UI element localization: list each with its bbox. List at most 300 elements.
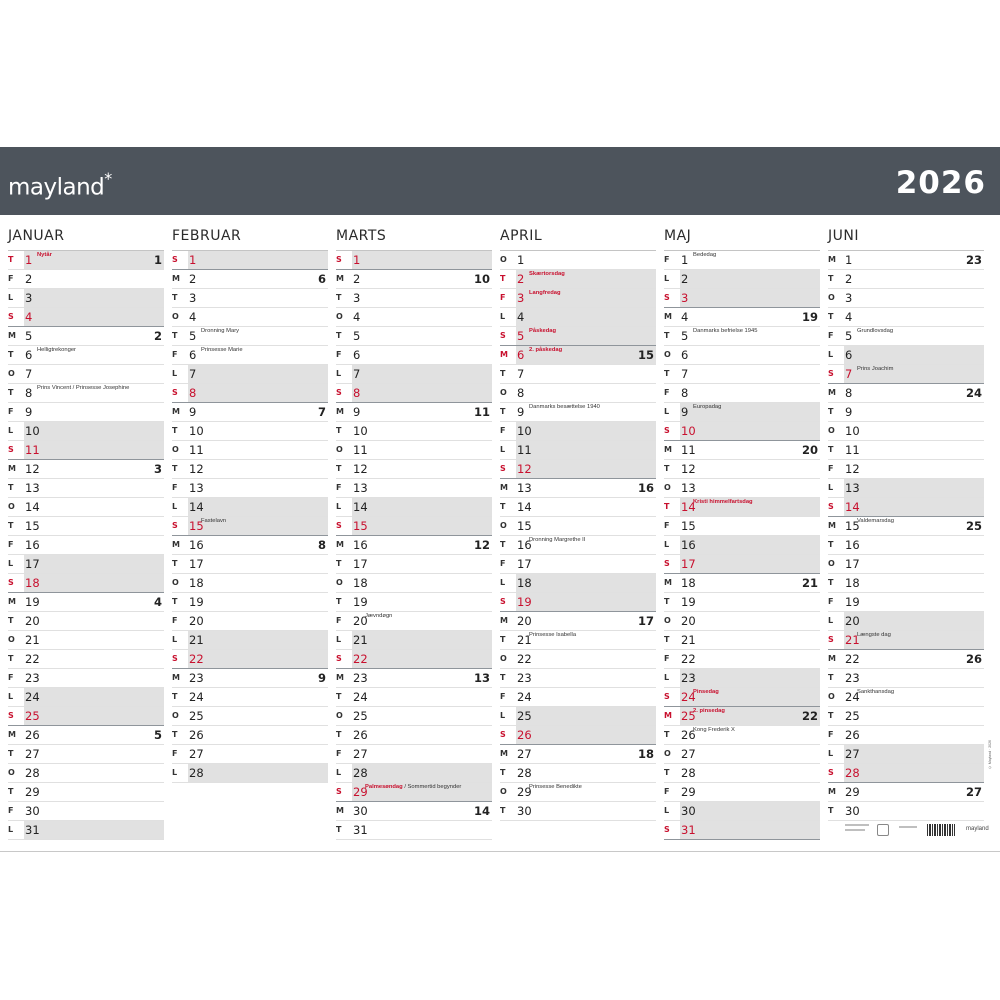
- weekday-letter: T: [336, 331, 342, 340]
- day-number: 11: [189, 443, 204, 457]
- day-row: [500, 555, 656, 574]
- weekday-letter: L: [500, 578, 506, 587]
- weekday-letter: S: [664, 825, 670, 834]
- weekday-letter: M: [172, 540, 180, 549]
- weekend-shade: [516, 441, 656, 459]
- day-number: 6: [845, 348, 853, 362]
- day-row: [828, 403, 984, 422]
- day-number: 25: [25, 709, 40, 723]
- day-number: 15: [517, 519, 532, 533]
- weekend-shade: [680, 555, 820, 573]
- day-row: [8, 384, 164, 403]
- day-row: [828, 726, 984, 745]
- day-row: [336, 802, 492, 821]
- day-number: 12: [517, 462, 532, 476]
- month-name: MAJ: [664, 228, 692, 244]
- day-number: 9: [517, 405, 525, 419]
- day-row: [8, 270, 164, 289]
- weekday-letter: S: [172, 255, 178, 264]
- day-number: 3: [353, 291, 361, 305]
- weekday-letter: T: [172, 597, 178, 606]
- weekday-letter: T: [500, 673, 506, 682]
- weekday-letter: T: [828, 312, 834, 321]
- weekday-letter: T: [500, 540, 506, 549]
- day-row: [500, 764, 656, 783]
- weekend-shade: [516, 308, 656, 326]
- weekday-letter: S: [8, 711, 14, 720]
- weekday-letter: S: [500, 331, 506, 340]
- day-row: [8, 593, 164, 612]
- day-row: [828, 631, 984, 650]
- weekday-letter: T: [172, 730, 178, 739]
- day-note: Valdemarsdag: [857, 518, 894, 524]
- day-number: 9: [189, 405, 197, 419]
- weekday-letter: T: [828, 445, 834, 454]
- day-number: 12: [189, 462, 204, 476]
- day-note: Dronning Mary: [201, 328, 240, 334]
- day-number: 31: [353, 823, 368, 837]
- week-number: 14: [473, 804, 490, 818]
- month-name: JUNI: [828, 228, 859, 244]
- day-number: 4: [681, 310, 689, 324]
- weekday-letter: S: [336, 654, 342, 663]
- weekend-shade: [680, 289, 820, 307]
- day-row: [500, 289, 656, 308]
- weekday-letter: M: [336, 407, 344, 416]
- day-row: [172, 650, 328, 669]
- day-row: [172, 726, 328, 745]
- day-row: [336, 308, 492, 327]
- day-note: Dronning Margrethe II: [529, 537, 586, 543]
- day-number: 29: [845, 785, 860, 799]
- weekday-letter: F: [8, 806, 14, 815]
- day-row: [664, 308, 820, 327]
- day-number: 27: [845, 747, 860, 761]
- day-row: [172, 498, 328, 517]
- day-row: [336, 517, 492, 536]
- day-number: 24: [25, 690, 40, 704]
- day-row: [828, 441, 984, 460]
- day-row: [8, 783, 164, 802]
- weekday-letter: L: [500, 711, 506, 720]
- day-row: [664, 536, 820, 555]
- day-row: [336, 821, 492, 840]
- day-row: [828, 251, 984, 270]
- day-row: [172, 612, 328, 631]
- day-number: 20: [25, 614, 40, 628]
- day-number: 16: [25, 538, 40, 552]
- weekend-shade: [844, 498, 984, 516]
- weekday-letter: M: [664, 711, 672, 720]
- day-number: 6: [353, 348, 361, 362]
- day-row: [664, 764, 820, 783]
- weekday-letter: T: [664, 635, 670, 644]
- day-row: [664, 574, 820, 593]
- weekday-letter: F: [500, 692, 506, 701]
- weekday-letter: L: [828, 616, 834, 625]
- weekday-letter: T: [172, 559, 178, 568]
- day-row: [664, 403, 820, 422]
- weekday-letter: S: [664, 692, 670, 701]
- day-row: [172, 327, 328, 346]
- day-note: Skærtorsdag: [529, 271, 565, 277]
- weekday-letter: O: [828, 293, 835, 302]
- day-note: 2. påskedag: [529, 347, 563, 353]
- day-row: [336, 650, 492, 669]
- day-row: [500, 498, 656, 517]
- day-number: 10: [189, 424, 204, 438]
- weekday-letter: S: [664, 426, 670, 435]
- day-row: [828, 460, 984, 479]
- week-number: 8: [317, 538, 326, 552]
- day-number: 7: [845, 367, 853, 381]
- weekday-letter: S: [828, 369, 834, 378]
- day-number: 23: [353, 671, 368, 685]
- day-note: Helligtrekonger: [37, 347, 76, 353]
- day-note: Kong Frederik X: [693, 727, 735, 733]
- day-row: [664, 821, 820, 840]
- weekday-letter: O: [172, 312, 179, 321]
- day-number: 19: [189, 595, 204, 609]
- weekend-shade: [352, 517, 492, 535]
- day-note: Grundlovsdag: [857, 328, 894, 334]
- day-row: [172, 669, 328, 688]
- day-row: [8, 650, 164, 669]
- weekend-shade: [188, 764, 328, 782]
- day-number: 27: [353, 747, 368, 761]
- weekday-letter: T: [500, 502, 506, 511]
- day-row: [500, 270, 656, 289]
- day-note: Pinsedag: [693, 689, 719, 695]
- day-number: 24: [681, 690, 696, 704]
- day-number: 6: [681, 348, 689, 362]
- day-row: [172, 631, 328, 650]
- weekday-letter: S: [8, 445, 14, 454]
- weekday-letter: O: [172, 578, 179, 587]
- day-row: [500, 802, 656, 821]
- day-number: 3: [25, 291, 33, 305]
- day-number: 3: [681, 291, 689, 305]
- weekday-letter: S: [336, 255, 342, 264]
- day-number: 24: [189, 690, 204, 704]
- day-row: [664, 460, 820, 479]
- weekday-letter: L: [664, 407, 670, 416]
- weekday-letter: L: [172, 768, 178, 777]
- day-number: 2: [353, 272, 361, 286]
- week-number: 12: [473, 538, 490, 552]
- day-number: 20: [681, 614, 696, 628]
- weekday-letter: F: [828, 597, 834, 606]
- week-number: 19: [801, 310, 818, 324]
- week-number: 21: [801, 576, 818, 590]
- weekday-letter: T: [8, 654, 14, 663]
- weekday-letter: F: [336, 350, 342, 359]
- weekday-letter: L: [8, 426, 14, 435]
- day-number: 14: [517, 500, 532, 514]
- month-name: FEBRUAR: [172, 228, 242, 244]
- weekday-letter: F: [664, 654, 670, 663]
- weekday-letter: M: [828, 388, 836, 397]
- day-note: Fastelavn: [201, 518, 227, 524]
- day-number: 5: [681, 329, 689, 343]
- day-row: [828, 707, 984, 726]
- weekday-letter: F: [500, 426, 506, 435]
- day-row: [8, 498, 164, 517]
- weekday-letter: T: [828, 711, 834, 720]
- day-note: Sankthansdag: [857, 689, 895, 695]
- day-row: [8, 517, 164, 536]
- day-number: 17: [25, 557, 40, 571]
- weekday-letter: L: [8, 825, 14, 834]
- weekday-letter: T: [664, 464, 670, 473]
- day-row: [8, 612, 164, 631]
- day-row: [828, 574, 984, 593]
- day-row: [664, 612, 820, 631]
- day-number: 21: [25, 633, 40, 647]
- footer-print-info: [845, 824, 869, 826]
- weekday-letter: O: [8, 502, 15, 511]
- day-number: 6: [189, 348, 197, 362]
- day-number: 17: [353, 557, 368, 571]
- day-row: [336, 726, 492, 745]
- day-number: 3: [517, 291, 525, 305]
- weekday-letter: O: [336, 445, 343, 454]
- day-number: 5: [189, 329, 197, 343]
- day-number: 18: [25, 576, 40, 590]
- day-number: 20: [189, 614, 204, 628]
- weekday-letter: T: [8, 787, 14, 796]
- day-number: 10: [681, 424, 696, 438]
- week-number: 24: [965, 386, 982, 400]
- day-number: 1: [845, 253, 853, 267]
- day-number: 8: [681, 386, 689, 400]
- day-row: [8, 327, 164, 346]
- weekday-letter: F: [8, 274, 14, 283]
- week-number: 22: [801, 709, 818, 723]
- weekend-shade: [680, 821, 820, 839]
- day-row: [664, 669, 820, 688]
- weekday-letter: L: [172, 635, 178, 644]
- day-row: [500, 308, 656, 327]
- weekday-letter: O: [336, 578, 343, 587]
- weekday-letter: F: [336, 749, 342, 758]
- day-number: 20: [517, 614, 532, 628]
- week-number: 27: [965, 785, 982, 799]
- day-row: [500, 536, 656, 555]
- weekday-letter: S: [336, 787, 342, 796]
- day-row: [500, 726, 656, 745]
- calendar-year: 2026: [895, 165, 986, 201]
- day-number: 29: [353, 785, 368, 799]
- day-row: [664, 384, 820, 403]
- day-number: 7: [353, 367, 361, 381]
- day-number: 23: [25, 671, 40, 685]
- week-number: 18: [637, 747, 654, 761]
- day-number: 10: [25, 424, 40, 438]
- day-number: 5: [517, 329, 525, 343]
- day-row: [828, 650, 984, 669]
- day-row: [500, 251, 656, 270]
- day-row: [500, 384, 656, 403]
- day-row: [500, 745, 656, 764]
- day-number: 1: [25, 253, 33, 267]
- day-note: Længste dag: [857, 632, 891, 638]
- day-number: 2: [25, 272, 33, 286]
- day-row: [500, 574, 656, 593]
- day-number: 9: [25, 405, 33, 419]
- day-number: 30: [25, 804, 40, 818]
- weekday-letter: T: [172, 426, 178, 435]
- weekend-shade: [24, 441, 164, 459]
- weekday-letter: S: [8, 578, 14, 587]
- day-row: [8, 574, 164, 593]
- weekend-shade: [24, 422, 164, 440]
- day-number: 11: [517, 443, 532, 457]
- weekend-shade: [188, 251, 328, 269]
- weekday-letter: L: [828, 350, 834, 359]
- weekend-shade: [188, 384, 328, 402]
- weekday-letter: O: [664, 350, 671, 359]
- day-number: 26: [25, 728, 40, 742]
- day-row: [500, 517, 656, 536]
- day-number: 8: [517, 386, 525, 400]
- day-note: 2. pinsedag: [693, 708, 725, 714]
- day-row: [172, 251, 328, 270]
- day-row: [8, 403, 164, 422]
- day-row: [172, 707, 328, 726]
- day-row: [336, 631, 492, 650]
- day-number: 14: [681, 500, 696, 514]
- weekday-letter: M: [336, 673, 344, 682]
- day-number: 20: [353, 614, 368, 628]
- weekend-shade: [188, 631, 328, 649]
- weekend-shade: [680, 422, 820, 440]
- weekday-letter: M: [336, 806, 344, 815]
- day-number: 22: [517, 652, 532, 666]
- day-number: 12: [25, 462, 40, 476]
- day-row: [664, 745, 820, 764]
- day-row: [8, 441, 164, 460]
- weekday-letter: L: [8, 559, 14, 568]
- weekend-shade: [844, 612, 984, 630]
- weekend-shade: [844, 479, 984, 497]
- day-row: [500, 365, 656, 384]
- day-number: 11: [25, 443, 40, 457]
- day-note: Bededag: [693, 252, 717, 258]
- weekend-shade: [352, 650, 492, 668]
- weekday-letter: O: [664, 749, 671, 758]
- day-number: 30: [353, 804, 368, 818]
- day-number: 23: [845, 671, 860, 685]
- day-number: 24: [845, 690, 860, 704]
- weekday-letter: F: [172, 616, 178, 625]
- weekday-letter: L: [336, 635, 342, 644]
- brand-name: mayland: [8, 174, 105, 201]
- weekday-letter: M: [336, 540, 344, 549]
- weekday-letter: L: [336, 369, 342, 378]
- weekend-shade: [352, 498, 492, 516]
- weekday-letter: S: [664, 293, 670, 302]
- weekday-letter: O: [336, 711, 343, 720]
- weekday-letter: O: [500, 388, 507, 397]
- weekend-shade: [680, 536, 820, 554]
- weekday-letter: S: [172, 521, 178, 530]
- weekday-letter: T: [8, 749, 14, 758]
- day-row: [8, 365, 164, 384]
- weekday-letter: T: [8, 616, 14, 625]
- day-number: 19: [25, 595, 40, 609]
- day-number: 11: [681, 443, 696, 457]
- day-number: 28: [845, 766, 860, 780]
- day-number: 22: [353, 652, 368, 666]
- weekday-letter: T: [336, 730, 342, 739]
- day-number: 1: [189, 253, 197, 267]
- weekday-letter: M: [172, 407, 180, 416]
- day-row: [336, 707, 492, 726]
- day-row: [172, 403, 328, 422]
- day-row: [336, 745, 492, 764]
- weekday-letter: M: [664, 578, 672, 587]
- weekday-letter: T: [828, 407, 834, 416]
- day-row: [500, 612, 656, 631]
- day-number: 19: [517, 595, 532, 609]
- day-number: 25: [681, 709, 696, 723]
- weekday-letter: T: [336, 464, 342, 473]
- day-row: [336, 479, 492, 498]
- day-row: [828, 270, 984, 289]
- day-number: 9: [681, 405, 689, 419]
- day-number: 6: [25, 348, 33, 362]
- day-row: [664, 422, 820, 441]
- weekday-letter: F: [8, 540, 14, 549]
- weekend-shade: [24, 289, 164, 307]
- day-number: 26: [681, 728, 696, 742]
- day-number: 14: [845, 500, 860, 514]
- weekend-shade: [680, 802, 820, 820]
- week-number: 10: [473, 272, 490, 286]
- day-row: [664, 289, 820, 308]
- weekday-letter: T: [500, 806, 506, 815]
- day-note: Jævndøgn: [365, 613, 393, 619]
- week-number: 6: [317, 272, 326, 286]
- weekend-shade: [844, 745, 984, 763]
- day-number: 24: [517, 690, 532, 704]
- day-number: 16: [189, 538, 204, 552]
- day-row: [500, 346, 656, 365]
- day-list: [664, 251, 820, 840]
- weekday-letter: M: [500, 616, 508, 625]
- weekday-letter: O: [500, 521, 507, 530]
- day-row: [172, 422, 328, 441]
- day-row: [828, 612, 984, 631]
- day-number: 7: [681, 367, 689, 381]
- weekend-shade: [516, 460, 656, 478]
- day-note: Danmarks besættelse 1940: [529, 404, 600, 410]
- day-number: 23: [681, 671, 696, 685]
- day-row: [828, 422, 984, 441]
- weekday-letter: T: [500, 369, 506, 378]
- weekend-shade: [352, 251, 492, 269]
- weekday-letter: S: [336, 388, 342, 397]
- weekday-letter: O: [500, 255, 507, 264]
- day-row: [172, 555, 328, 574]
- day-number: 4: [189, 310, 197, 324]
- day-row: [336, 574, 492, 593]
- day-row: [8, 688, 164, 707]
- day-row: [828, 327, 984, 346]
- day-row: [336, 270, 492, 289]
- calendar-header: [0, 147, 1000, 215]
